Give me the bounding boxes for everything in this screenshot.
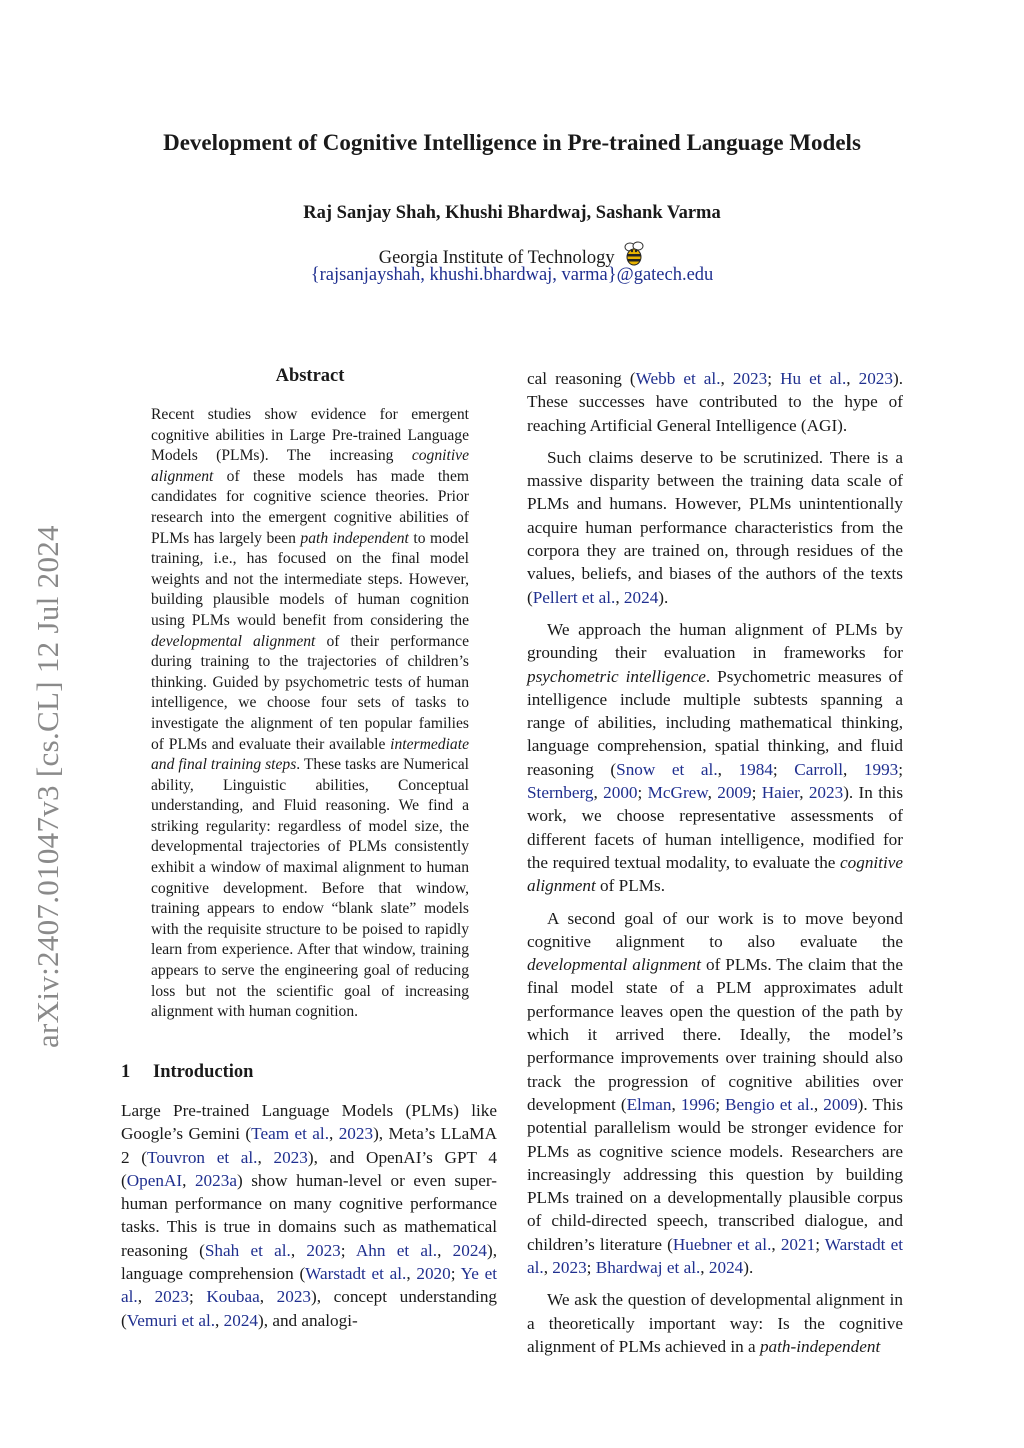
citation-link[interactable]: Vemuri et al. <box>126 1310 216 1330</box>
text: , <box>406 1264 417 1284</box>
abstract-text: Recent studies show evidence for emergent cognitive abilities in Large Pre-trained Language Models (PLMs). The increasing <box>151 406 469 465</box>
citation-link[interactable]: 2023 <box>154 1287 189 1307</box>
abstract-emph: path independent <box>300 529 409 547</box>
text: , <box>215 1310 224 1330</box>
text: ). In this work, we choose representative assessments of different facets of human intelligence, modified for the required textual modality, to evaluate the <box>527 783 904 872</box>
text: ; <box>450 1264 461 1284</box>
text: , <box>615 587 624 607</box>
text: , <box>700 1257 709 1277</box>
citation-link[interactable]: 2023 <box>808 783 844 803</box>
text: Large Pre-trained Language Models (PLMs) like Google’s Gemini ( <box>121 1101 497 1144</box>
arxiv-watermark: arXiv:2407.01047v3 [cs.CL] 12 Jul 2024 <box>30 525 65 1048</box>
text: ; <box>772 759 795 779</box>
abstract-paragraph <box>151 405 469 1023</box>
text: , <box>437 1240 453 1260</box>
text: . Psychometric measures of intelligence include multiple subtests spanning a range of abilities, including mathematical thinking, language comprehension, spatial thinking, and fluid reasoning ( <box>527 666 903 779</box>
text: We ask the question of developmental alignment in a theoretically important way: Is the cognitive alignment of PLMs achieved in a <box>527 1290 903 1356</box>
citation-link[interactable]: 2023 <box>273 1147 308 1167</box>
citation-link[interactable]: 2020 <box>416 1264 451 1284</box>
citation-link[interactable]: Carroll <box>794 759 843 779</box>
citation-link[interactable]: 2009 <box>717 783 752 803</box>
text: , <box>771 1234 781 1254</box>
text: Such claims deserve to be scrutinized. There is a massive disparity between the training data scale of PLMs and humans. However, PLMs unintentionally acquire human performance characteristics from the corpora they are trained on, through residues of the values, beliefs, and biases of the authors of the texts ( <box>527 447 903 607</box>
abstract-text: to model training, i.e., has focused on the final model weights and not the intermediate steps. However, building plausible models of human cognition using PLMs would benefit from considering the <box>151 529 470 629</box>
text: ; <box>815 1234 825 1254</box>
citation-link[interactable]: 2023 <box>306 1240 341 1260</box>
text: , <box>707 783 718 803</box>
text: ). This potential parallelism would be stronger evidence for PLMs as cognitive science models. Researchers are increasingly addressing this question by building PLMs trained on a developmentally plausible corpus of child-directed speech, transcribed dialogue, and children’s literature ( <box>527 1094 904 1254</box>
email-link[interactable]: {rajsanjayshah, khushi.bhardwaj, varma}@gatech.edu <box>310 265 714 285</box>
citation-link[interactable]: Haier <box>761 783 800 803</box>
text: , <box>671 1094 681 1114</box>
citation-link[interactable]: 2023 <box>858 369 893 388</box>
abstract-emph: cognitive alignment <box>151 447 469 485</box>
citation-link[interactable]: 2000 <box>603 783 638 803</box>
text: of PLMs. The claim that the final model state of a PLM approximates adult performance leaves open the question of the path by which it arrived there. Ideally, the model’s performance improvements over training should also track the progression of cognitive abilities over development ( <box>527 955 903 1114</box>
citation-link[interactable]: 2024 <box>623 587 659 607</box>
text: ; <box>715 1094 726 1114</box>
section-title: Introduction <box>153 1062 254 1082</box>
citation-link[interactable]: Pellert et al. <box>532 587 616 607</box>
text: ; <box>751 783 762 803</box>
citation-link[interactable]: OpenAI <box>126 1170 183 1190</box>
emphasis: cognitive alignment <box>527 852 903 896</box>
emphasis: developmental alignment <box>527 955 701 975</box>
citation-link[interactable]: 1984 <box>738 759 773 779</box>
intro-paragraph <box>121 1099 497 1332</box>
citation-link[interactable]: Snow et al. <box>616 759 718 779</box>
citation-link[interactable]: 2024 <box>452 1240 487 1260</box>
emphasis: path-independent <box>759 1336 881 1356</box>
paper-authors: Raj Sanjay Shah, Khushi Bhardwaj, Sashank Varma <box>303 203 721 223</box>
text: , <box>182 1170 195 1190</box>
text: ; <box>767 369 781 388</box>
text: ). <box>743 1257 754 1277</box>
text: of PLMs. <box>595 876 665 896</box>
text: ; <box>637 783 648 803</box>
citation-link[interactable]: Bengio et al. <box>725 1094 814 1114</box>
text: ), concept understanding ( <box>121 1287 498 1330</box>
citation-link[interactable]: 2023 <box>732 369 768 388</box>
citation-link[interactable]: 2023 <box>552 1257 587 1277</box>
intro-paragraph <box>527 367 903 437</box>
text: We approach the human alignment of PLMs by grounding their evaluation in frameworks for <box>527 619 903 663</box>
citation-link[interactable]: 2024 <box>708 1257 744 1277</box>
text: , <box>290 1240 307 1260</box>
citation-link[interactable]: Bhardwaj et al. <box>595 1257 701 1277</box>
abstract-text: . These tasks are Numerical ability, Linguistic abilities, Conceptual understanding, and Fluid reasoning. We find a striking regularity: regardless of model size, the developmental trajectories of PLMs consistently exhibit a window of maximal alignment to human cognitive development. Before that window, training appears to endow “blank slate” models with the requisite structure to be poised to rapidly learn from experience. After that window, training appears to serve the engineering goal of reducing loss but not the scientific goal of increasing alignment with human cognition. <box>151 756 469 1021</box>
citation-link[interactable]: Hu et al. <box>780 369 847 388</box>
text: ), and OpenAI’s GPT 4 ( <box>121 1147 497 1190</box>
text: , <box>720 369 733 388</box>
citation-link[interactable]: Shah et al. <box>204 1240 291 1260</box>
citation-link[interactable]: Team et al. <box>251 1124 329 1144</box>
citation-link[interactable]: 2023a <box>194 1170 237 1190</box>
section-number: 1 <box>121 1062 131 1082</box>
intro-paragraph <box>527 1288 903 1358</box>
text: , <box>799 783 809 803</box>
citation-link[interactable]: 2009 <box>823 1094 858 1114</box>
intro-left-column <box>121 1099 497 1332</box>
text: ), and analogi- <box>258 1310 358 1330</box>
citation-link[interactable]: Warstadt et al. <box>305 1264 407 1284</box>
citation-link[interactable]: Koubaa <box>206 1287 260 1307</box>
text: , <box>543 1257 553 1277</box>
citation-link[interactable]: Ahn et al. <box>355 1240 438 1260</box>
citation-link[interactable]: Touvron et al. <box>147 1147 258 1167</box>
abstract-emph: developmental alignment <box>151 632 316 650</box>
text: , <box>259 1287 277 1307</box>
citation-link[interactable]: Ye et al. <box>121 1264 497 1307</box>
text: ), language comprehension ( <box>121 1240 498 1284</box>
author-emails[interactable] <box>100 265 924 286</box>
text: , <box>593 783 604 803</box>
abstract-text: of their performance during training to the trajectories of children’s thinking. Guided by psychometric tests of human intelligence, we choose four sets of tasks to investigate the alignment of ten popular families of PLMs and evaluate their available <box>151 632 469 753</box>
text: , <box>257 1147 274 1167</box>
text: , <box>329 1124 339 1144</box>
citation-link[interactable]: Sternberg <box>527 783 594 803</box>
text: ). <box>658 587 669 607</box>
text: , <box>842 759 864 779</box>
citation-link[interactable]: 2023 <box>338 1124 374 1144</box>
text: ; <box>340 1240 356 1260</box>
section-heading-introduction <box>121 1062 253 1083</box>
abstract-heading: Abstract <box>275 366 345 386</box>
text: , <box>813 1094 824 1114</box>
affiliation: Georgia Institute of Technology <box>378 248 615 268</box>
text: ; <box>188 1287 207 1307</box>
citation-link[interactable]: 2023 <box>276 1287 312 1307</box>
text: ) show human-level or even super-human performance on many cognitive performance tasks. This is true in domains such as mathematical reasoning ( <box>121 1170 497 1260</box>
text: , <box>137 1287 155 1307</box>
citation-link[interactable]: Huebner et al. <box>672 1234 772 1254</box>
text: , <box>846 369 859 388</box>
citation-link[interactable]: Elman <box>626 1094 672 1114</box>
text: ), Meta’s LLaMA 2 ( <box>121 1124 498 1167</box>
citation-link[interactable]: Webb et al. <box>635 369 721 388</box>
text: A second goal of our work is to move beyond cognitive alignment to also evaluate the <box>527 908 903 951</box>
abstract-body <box>151 405 469 1023</box>
text: , <box>717 759 739 779</box>
paper-title: Development of Cognitive Intelligence in Pre-trained Language Models <box>163 130 861 155</box>
intro-paragraph <box>527 618 903 898</box>
citation-link[interactable]: 1996 <box>680 1094 716 1114</box>
intro-paragraph <box>527 907 903 1280</box>
citation-link[interactable]: 2021 <box>780 1234 816 1254</box>
text: ). These successes have contributed to the hype of reaching Artificial General Intelligence (AGI). <box>527 369 904 435</box>
intro-right-column <box>527 367 903 1367</box>
citation-link[interactable]: 1993 <box>863 759 899 779</box>
abstract-emph: intermediate and final training steps <box>151 735 469 774</box>
citation-link[interactable]: McGrew <box>647 783 708 803</box>
intro-paragraph <box>527 446 903 609</box>
abstract-text: of these models has made them candidates for cognitive science theories. Prior research into the emergent cognitive abilities of PLMs has largely been <box>151 467 469 547</box>
citation-link[interactable]: Warstadt et al. <box>527 1234 903 1277</box>
text: cal reasoning ( <box>527 369 636 388</box>
citation-link[interactable]: 2024 <box>223 1310 258 1330</box>
text: ; <box>898 759 904 779</box>
text: ; <box>586 1257 596 1277</box>
emphasis: psychometric intelligence <box>527 666 706 686</box>
